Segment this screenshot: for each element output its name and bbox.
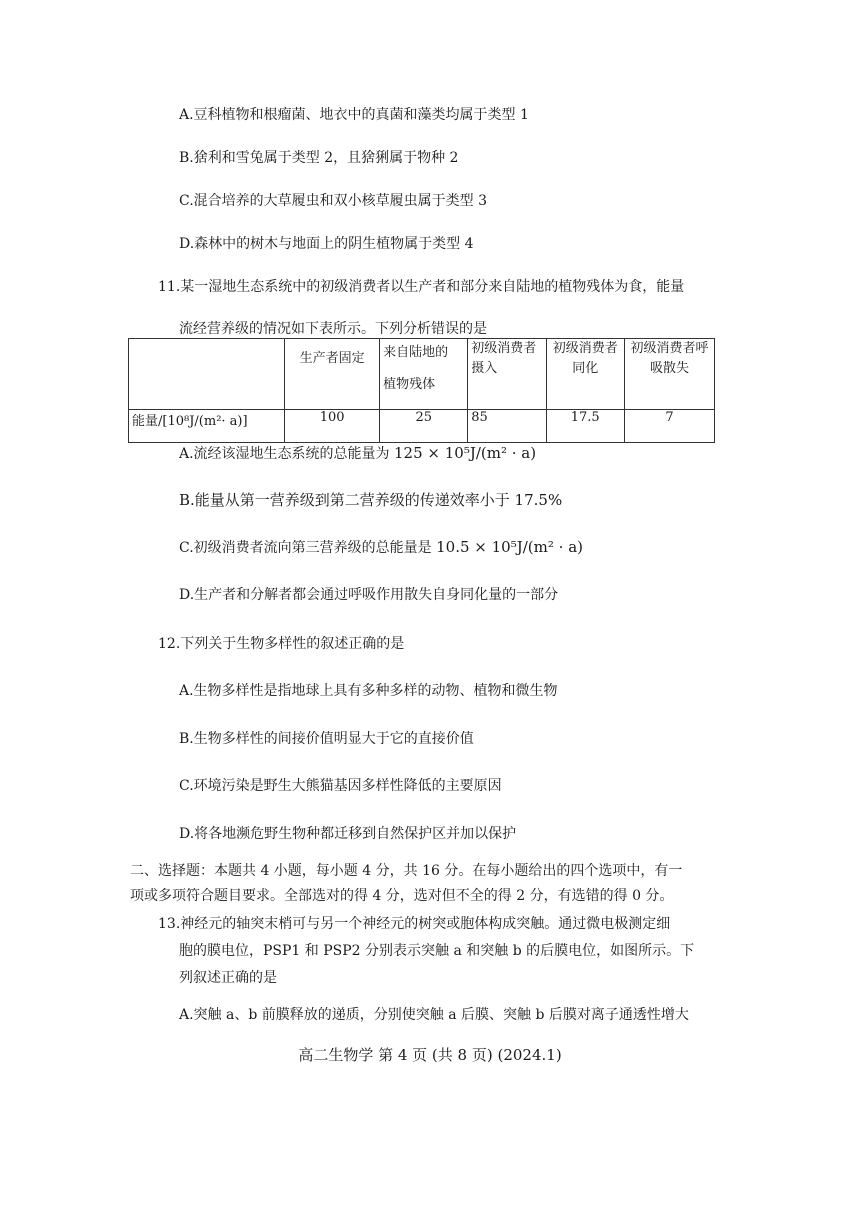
value-primary-intake: 85 (468, 410, 546, 443)
header-land-residue: 来自陆地的 植物残体 (380, 339, 468, 410)
q12-option-b: B.生物多样性的间接价值明显大于它的直接价值 (179, 731, 474, 747)
header-primary-intake: 初级消费者 摄入 (468, 339, 546, 410)
header-empty-cell (129, 339, 285, 410)
q11-stem-line1: 11.某一湿地生态系统中的初级消费者以生产者和部分来自陆地的植物残体为食，能量 (158, 279, 685, 295)
q10-option-a: A.豆科植物和根瘤菌、地衣中的真菌和藻类均属于类型 1 (179, 107, 529, 123)
q11-option-c-formula: 10.5 × 10⁵J/(m² · a) (436, 538, 583, 556)
page-footer: 高二生物学 第 4 页 (共 8 页) (2024.1) (298, 1046, 562, 1064)
section2-instructions-line1: 二、选择题：本题共 4 小题，每小题 4 分，共 16 分。在每小题给出的四个选项中，有一 (130, 863, 683, 879)
energy-table-header-row (129, 339, 715, 410)
q13-stem-line3: 列叙述正确的是 (179, 970, 277, 986)
q10-option-d: D.森林中的树木与地面上的阴生植物属于类型 4 (179, 236, 474, 252)
value-primary-respiration: 7 (624, 410, 714, 443)
q11-option-a-formula: 125 × 10⁵J/(m² · a) (394, 444, 537, 462)
value-producer-fixed: 100 (285, 410, 380, 443)
q10-option-b: B.猞利和雪兔属于类型 2，且猞猁属于物种 2 (179, 150, 459, 166)
row-label-energy: 能量/[10⁸J/(m²· a)] (129, 410, 285, 443)
q13-option-a: A.突触 a、b 前膜释放的递质，分别使突触 a 后膜、突触 b 后膜对离子通透性增大 (179, 1007, 689, 1023)
q12-option-a: A.生物多样性是指地球上具有多种多样的动物、植物和微生物 (179, 683, 558, 699)
q10-option-c: C.混合培养的大草履虫和双小核草履虫属于类型 3 (179, 193, 488, 209)
value-land-residue: 25 (380, 410, 468, 443)
section2-instructions-line2: 项或多项符合题目要求。全部选对的得 4 分，选对但不全的得 2 分，有选错的得 0 分。 (130, 888, 674, 904)
q13-stem-line1: 13.神经元的轴突末梢可与另一个神经元的树突或胞体构成突触。通过微电极测定细 (158, 916, 671, 932)
q13-stem-line2: 胞的膜电位，PSP1 和 PSP2 分别表示突触 a 和突触 b 的后膜电位，如图所示。下 (179, 943, 695, 959)
header-primary-respiration: 初级消费者呼 吸散失 (624, 339, 714, 410)
header-producer-fixed: 生产者固定 (285, 339, 380, 410)
energy-table-value-row (129, 410, 715, 443)
q12-option-d: D.将各地濒危野生物种都迁移到自然保护区并加以保护 (179, 826, 517, 842)
q11-option-a: A.流经该湿地生态系统的总能量为 125 × 10⁵J/(m² · a) (179, 444, 537, 462)
energy-table (128, 338, 715, 443)
q12-option-c: C.环境污染是野生大熊猫基因多样性降低的主要原因 (179, 778, 502, 794)
q12-stem: 12.下列关于生物多样性的叙述正确的是 (158, 636, 405, 652)
value-primary-assimilation: 17.5 (546, 410, 624, 443)
q11-option-c: C.初级消费者流向第三营养级的总能量是 10.5 × 10⁵J/(m² · a) (179, 538, 583, 556)
q11-option-b: B.能量从第一营养级到第二营养级的传递效率小于 17.5% (179, 491, 563, 509)
q11-stem-line2: 流经营养级的情况如下表所示。下列分析错误的是 (179, 321, 487, 337)
header-primary-assimilation: 初级消费者 同化 (546, 339, 624, 410)
q11-option-d: D.生产者和分解者都会通过呼吸作用散失自身同化量的一部分 (179, 587, 559, 603)
